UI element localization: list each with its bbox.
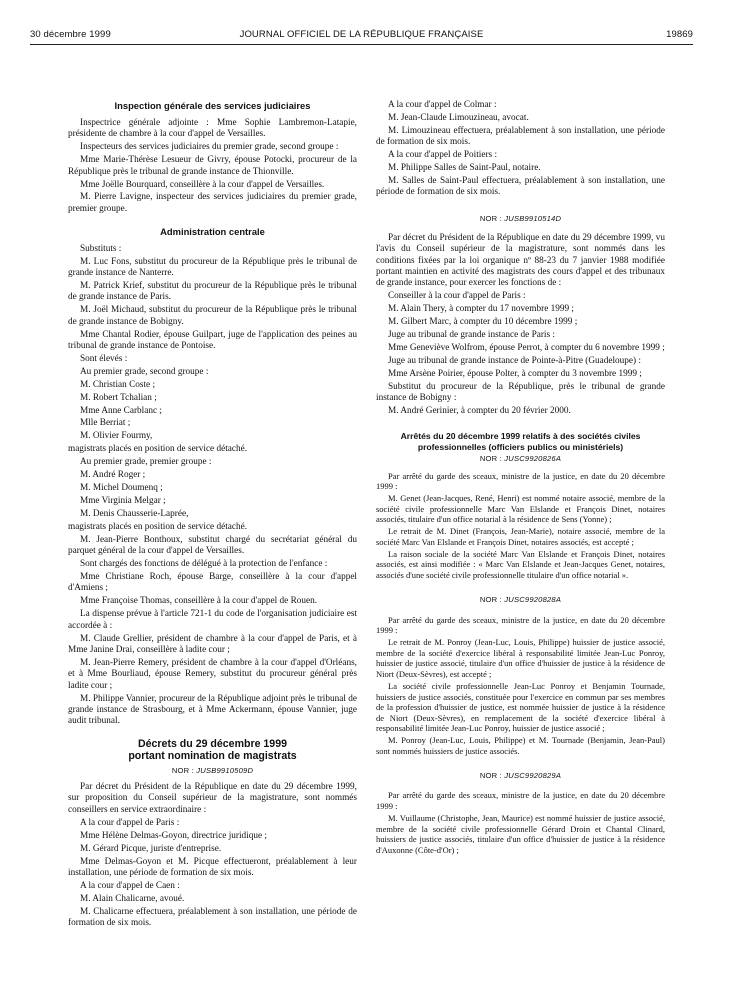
paragraph: Inspecteurs des services judiciaires du premier grade, second groupe : [80,142,339,153]
paragraph: M. Jean-Pierre Remery, président de chambre à la cour d'appel d'Orléans, et à Mme Bourliaud, épouse Remery, substitut du procureur général près ladite cour ; [68,657,357,691]
paragraph: M. Philippe Salles de Saint-Paul, notaire. [388,163,541,174]
paragraph: Mme Delmas-Goyon et M. Picque effectueront, préalablement à leur installation, une période de formation de six mois. [68,856,357,878]
paragraph: A la cour d'appel de Paris : [80,817,180,828]
list-item: M. André Roger ; [80,470,146,481]
section-heading-admin: Administration centrale [160,225,265,237]
paragraph: Mme Françoise Thomas, conseillère à la cour d'appel de Rouen. [80,596,318,607]
paragraph: La société civile professionnelle Jean-Luc Ponroy et Benjamin Tournade, huissiers de justice associés, constituée pour l'exercice en commun par ses membres de la profession d'huissier de justice, est nommée huissier de justice à la résidence de Niort (Deux-Sèvres), en remplacement de la société d'exercice libéral à responsabilité limitée Jean-Luc Ponroy, huissier de justice associé ; [376,681,665,733]
paragraph: M. Alain Thery, à compter du 17 novembre 1999 ; [388,304,574,315]
paragraph: M. Jean-Claude Limouzineau, avocat. [388,112,529,123]
paragraph: Par arrêté du garde des sceaux, ministre de la justice, en date du 20 décembre 1999 : [376,614,665,636]
paragraph: M. Vuillaume (Christophe, Jean, Maurice) est nommé huissier de justice associé, membre de la société civile professionnelle Gérard Droin et Chantal Clinard, huissiers de justice associés, titulaire d'un office d'huissier de justice à la résidence d'Auxonne (Côte-d'Or) ; [376,813,665,855]
paragraph: Par décret du Président de la République en date du 29 décembre 1999, sur proposition du Conseil supérieur de la magistrature, sont nommés conseillers en service extraordinaire : [68,782,357,815]
paragraph: A la cour d'appel de Poitiers : [388,150,498,161]
arretes-heading [376,431,665,452]
nor-code: JUSC9920829A [504,771,562,781]
list-item: M. Michel Doumenq ; [80,483,163,494]
paragraph: Au premier grade, second groupe : [80,366,209,377]
nor-code: JUSB9910514D [504,213,562,223]
decree-heading-line-1: Décrets du 29 décembre 1999 [138,737,287,750]
page-number: 19869 [666,29,693,40]
paragraph: Par arrêté du garde des sceaux, ministre de la justice, en date du 20 décembre 1999 : [376,470,665,492]
nor-reference: NOR : JUSB9910509D [171,765,254,775]
paragraph: A la cour d'appel de Caen : [80,880,180,891]
list-item: Mme Anne Carblanc ; [80,405,162,416]
paragraph: magistrats placés en position de service détaché. [68,444,248,455]
paragraph: Juge au tribunal de grande instance de Pointe-à-Pitre (Guadeloupe) : [388,356,642,367]
list-item: Mme Virginia Melgar ; [80,496,166,507]
paragraph: Le retrait de M. Dinet (François, Jean-Marie), notaire associé, membre de la société Marc Van Elslande et François Dinet, notaires associés, est accepté ; [376,526,665,547]
nor-reference: NOR : JUSC9920826A [479,454,562,464]
paragraph: Mme Marie-Thérèse Lesueur de Givry, épouse Potocki, procureur de la République près le tribunal de grande instance de Thionville. [68,155,357,177]
left-column [68,98,357,931]
decree-heading-line-2: portant nomination de magistrats [128,750,297,763]
paragraph: La raison sociale de la société Marc Van Elslande et François Dinet, notaires associés, est ainsi modifiée : « Marc Van Elslande et Jean-Jacques Genet, notaires, associés d'une société civile professionnelle titulaire d'un office notarial ». [376,548,665,580]
list-item: M. Olivier Fourmy, [80,431,153,442]
paragraph: Sont élevés : [80,353,128,364]
list-item: Mlle Berriat ; [80,418,131,429]
paragraph: M. Philippe Vannier, procureur de la République adjoint près le tribunal de grande instance de Strasbourg, et à Mme Ackermann, épouse Vannier, juge audit tribunal. [68,693,357,727]
paragraph: magistrats placés en position de service détaché. [68,521,248,532]
paragraph: M. Salles de Saint-Paul effectuera, préalablement à son installation, une période de formation de six mois. [376,176,665,198]
paragraph: M. Jean-Pierre Bonthoux, substitut chargé du secrétariat général du parquet général de la cour d'appel de Versailles. [68,534,357,557]
running-header [30,29,693,43]
paragraph: La dispense prévue à l'article 721-1 du code de l'organisation judiciaire est accordée à : [68,609,357,631]
nor-reference: NOR : JUSC9920828A [479,595,562,605]
paragraph: Substitut du procureur de la République, près le tribunal de grande instance de Bobigny : [376,381,665,404]
paragraph: Sont chargés des fonctions de délégué à la protection de l'enfance : [80,559,328,570]
section-heading-inspection: Inspection générale des services judiciaires [114,100,311,111]
paragraph: M. Alain Chalicarne, avoué. [80,893,185,904]
paragraph: Juge au tribunal de grande instance de Paris : [388,330,555,341]
paragraph: Mme Joëlle Bourquard, conseillère à la cour d'appel de Versailles. [80,179,325,190]
paragraph: Mme Hélène Delmas-Goyon, directrice juridique ; [80,830,267,841]
paragraph: Mme Geneviève Wolfrom, épouse Perrot, à compter du 6 novembre 1999 ; [388,343,665,354]
paragraph: M. Gilbert Marc, à compter du 10 décembre 1999 ; [388,317,578,328]
paragraph: M. Luc Fons, substitut du procureur de la République près le tribunal de grande instance de Nanterre. [68,256,357,278]
paragraph: M. Ponroy (Jean-Luc, Louis, Philippe) et M. Tournade (Benjamin, Jean-Paul) sont nommés huissiers de justice associés. [376,735,665,756]
paragraph: M. André Gerinier, à compter du 20 février 2000. [388,406,571,417]
right-column [376,100,665,857]
nor-code: JUSB9910509D [196,765,254,775]
header-date: 30 décembre 1999 [30,29,111,40]
arretes-heading-line-2: professionnelles (officiers publics ou ministériels) [417,441,624,452]
paragraph: M. Genet (Jean-Jacques, René, Henri) est nommé notaire associé, membre de la société civile professionnelle Marc Van Elslande et François Dinet, notaires associés, titulaire d'un office notarial à la résidence de Sens (Yonne) ; [376,493,665,525]
list-item: M. Denis Chausserie-Laprée, [80,509,189,520]
nor-code: JUSC9920826A [504,454,562,464]
paragraph: M. Claude Grellier, président de chambre à la cour d'appel de Paris, et à Mme Janine Drai, conseillère à ladite cour ; [68,633,357,655]
list-item: M. Robert Tchalian ; [80,392,157,403]
decree-heading [68,738,357,763]
paragraph: Mme Arsène Poirier, épouse Polter, à compter du 3 novembre 1999 ; [388,369,642,379]
nor-reference: NOR : JUSB9910514D [479,213,562,223]
paragraph: M. Joël Michaud, substitut du procureur de la République près le tribunal de grande instance de Bobigny. [68,305,357,327]
paragraph: M. Limouzineau effectuera, préalablement à son installation, une période de formation de six mois. [376,125,665,148]
nor-reference: NOR : JUSC9920829A [479,771,562,781]
paragraph: Conseiller à la cour d'appel de Paris : [388,291,526,302]
paragraph: Substituts : [80,243,122,254]
arretes-heading-line-1: Arrêtés du 20 décembre 1999 relatifs à des sociétés civiles [400,431,641,442]
header-rule [30,44,693,45]
paragraph: Mme Christiane Roch, épouse Barge, conseillère à la cour d'appel d'Amiens ; [68,572,357,594]
paragraph: Par arrêté du garde des sceaux, ministre de la justice, en date du 20 décembre 1999 : [376,790,665,811]
paragraph: Mme Chantal Rodier, épouse Guilpart, juge de l'application des peines au tribunal de grande instance de Pontoise. [68,329,357,351]
journal-title: JOURNAL OFFICIEL DE LA RÉPUBLIQUE FRANÇAISE [239,29,484,40]
paragraph: M. Gérard Picque, juriste d'entreprise. [80,843,222,854]
nor-code: JUSC9920828A [504,595,562,605]
paragraph: Inspectrice générale adjointe : Mme Sophie Lambremon-Latapie, présidente de chambre à la cour d'appel de Versailles. [68,118,357,140]
paragraph: Le retrait de M. Ponroy (Jean-Luc, Louis, Philippe) huissier de justice associé, membre de la société d'exercice libéral à responsabilité limitée Jean-Luc Ponroy, huissier de justice associé, titulaire d'un office d'huissier de justice à la résidence de Niort (Deux-Sèvres), est accepté ; [376,637,665,679]
paragraph: Au premier grade, premier groupe : [80,457,212,468]
paragraph: Par décret du Président de la République en date du 29 décembre 1999, vu l'avis du Conseil supérieur de la magistrature, sont nommés dans les conditions fixées par la loi organique nº 88-23 du 7 janvier 1988 modifiée portant maintien en activité des magistrats des cours d'appel et des tribunaux de grande instance, pour exercer les fonctions de : [376,233,665,289]
paragraph: M. Patrick Krief, substitut du procureur de la République près le tribunal de grande instance de Paris. [68,280,357,303]
paragraph: M. Pierre Lavigne, inspecteur des services judiciaires du premier grade, premier groupe. [68,192,357,214]
list-item: M. Christian Coste ; [80,379,156,390]
paragraph: M. Chalicarne effectuera, préalablement à son installation, une période de formation de six mois. [68,906,357,929]
paragraph: A la cour d'appel de Colmar : [388,100,497,110]
